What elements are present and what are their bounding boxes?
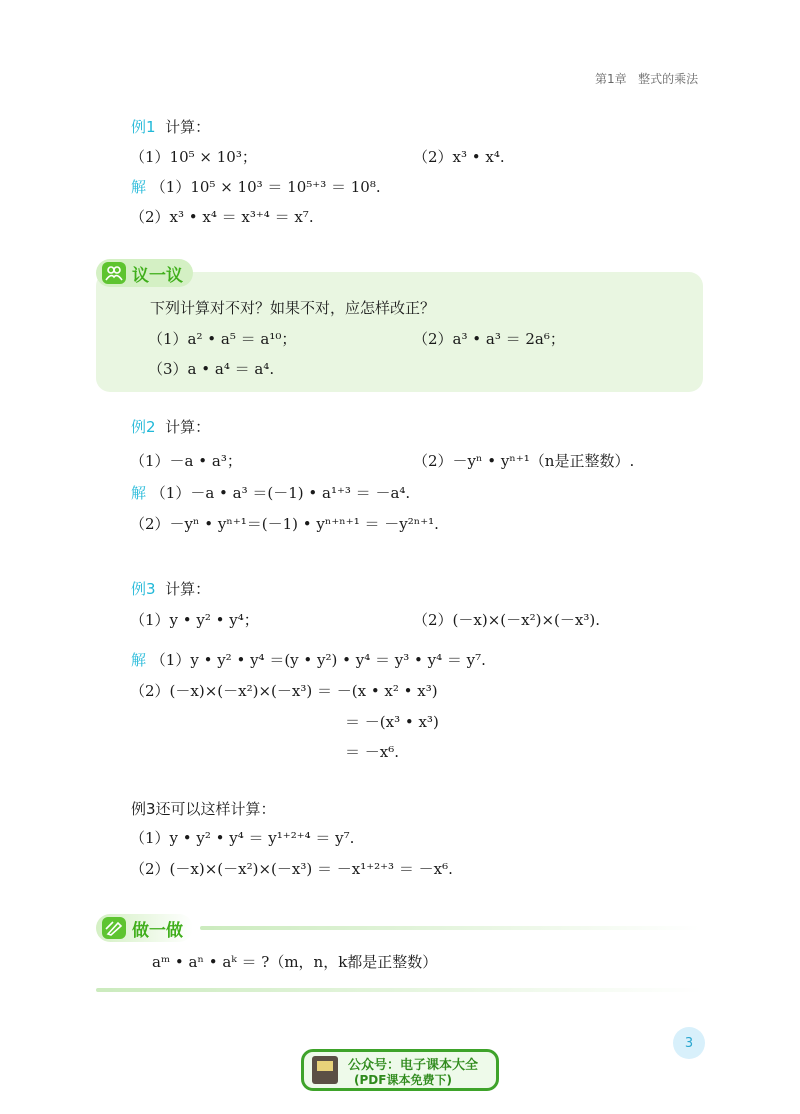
example-2-solution-2: （2）－yⁿ • yⁿ⁺¹＝(－1) • yⁿ⁺ⁿ⁺¹ ＝ －y²ⁿ⁺¹. xyxy=(130,515,439,533)
example-3-solution-1: 解 （1）y • y² • y⁴ ＝(y • y²) • y⁴ ＝ y³ • y⁴ ＝ y⁷. xyxy=(131,651,486,669)
page-number: 3 xyxy=(684,1035,694,1051)
example-1-question-1: （1）10⁵ × 10³； xyxy=(130,148,257,166)
try-divider-bottom xyxy=(96,988,703,992)
page-number-badge xyxy=(673,1027,705,1059)
banner-line-2: (PDF课本免费下) xyxy=(354,1073,452,1087)
example-2-solution-1: 解 （1）－a • a³ ＝(－1) • a¹⁺³ ＝ －a⁴. xyxy=(131,484,411,502)
alternative-solution-1: （1）y • y² • y⁴ ＝ y¹⁺²⁺⁴ ＝ y⁷. xyxy=(130,829,355,847)
example-label: 例2 xyxy=(131,418,156,436)
discussion-question: 下列计算对不对？如果不对，应怎样改正？ xyxy=(150,299,436,317)
running-header xyxy=(595,70,698,87)
solution-label: 解 xyxy=(131,484,147,502)
example-3-solution-2-line-1: （2）(－x)×(－x²)×(－x³) ＝ －(x • x² • x³) xyxy=(130,682,438,700)
chapter-title: 整式的乘法 xyxy=(638,72,699,86)
example-label: 例3 xyxy=(131,580,156,598)
try-title: 做一做 xyxy=(132,920,183,941)
solution-label: 解 xyxy=(131,178,147,196)
alternative-intro: 例3还可以这样计算： xyxy=(131,800,276,818)
discussion-problem-2: （2）a³ • a³ ＝ 2a⁶； xyxy=(413,330,565,348)
discussion-problem-3: （3）a • a⁴ ＝ a⁴. xyxy=(148,360,275,378)
discussion-title: 议一议 xyxy=(132,265,183,286)
example-1-question-2: （2）x³ • x⁴. xyxy=(413,148,505,166)
example-2-heading xyxy=(131,416,210,438)
try-divider-top xyxy=(200,926,700,930)
try-question: aᵐ • aⁿ • aᵏ ＝ ?（m，n，k都是正整数） xyxy=(152,953,438,971)
pencil-icon xyxy=(102,917,126,939)
example-3-heading xyxy=(131,578,210,600)
example-1-solution-2: （2）x³ • x⁴ ＝ x³⁺⁴ ＝ x⁷. xyxy=(130,208,314,226)
example-2-question-1: （1）－a • a³； xyxy=(130,452,242,470)
book-icon xyxy=(312,1056,338,1084)
example-3-question-1: （1）y • y² • y⁴； xyxy=(130,611,259,629)
chapter-number: 第1章 xyxy=(595,72,627,86)
discussion-tag xyxy=(96,259,193,287)
discussion-problem-1: （1）a² • a⁵ ＝ a¹⁰； xyxy=(148,330,297,348)
example-prompt: 计算： xyxy=(165,580,211,598)
example-2-question-2: （2）－yⁿ • yⁿ⁺¹（n是正整数）. xyxy=(413,452,635,470)
try-tag xyxy=(96,914,193,942)
example-3-solution-2-line-3: ＝ －x⁶. xyxy=(345,743,400,761)
example-3-solution-2-line-2: ＝ －(x³ • x³) xyxy=(345,713,439,731)
example-label: 例1 xyxy=(131,118,156,136)
example-prompt: 计算： xyxy=(165,118,211,136)
solution-label: 解 xyxy=(131,651,147,669)
banner-line-1: 公众号：电子课本大全 xyxy=(348,1058,479,1073)
example-1-heading xyxy=(131,116,210,138)
example-1-solution-1: 解 （1）10⁵ × 10³ ＝ 10⁵⁺³ ＝ 10⁸. xyxy=(131,178,381,196)
example-prompt: 计算： xyxy=(165,418,211,436)
discussion-icon xyxy=(102,262,126,284)
alternative-solution-2: （2）(－x)×(－x²)×(－x³) ＝ －x¹⁺²⁺³ ＝ －x⁶. xyxy=(130,860,453,878)
promo-banner xyxy=(301,1049,499,1091)
example-3-question-2: （2）(－x)×(－x²)×(－x³). xyxy=(413,611,600,629)
